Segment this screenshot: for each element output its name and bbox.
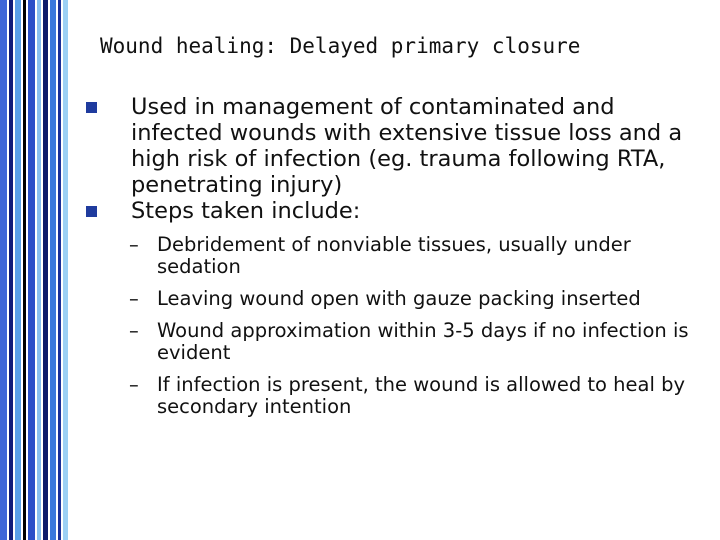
stripe-decoration	[58, 0, 61, 540]
decorative-stripe-bar	[0, 0, 72, 540]
sub-bullet-text: If infection is present, the wound is allowed to heal by secondary intention	[157, 373, 686, 418]
sub-bullet-item	[129, 374, 706, 418]
stripe-decoration	[50, 0, 56, 540]
stripe-decoration	[9, 0, 13, 540]
stripe-decoration	[23, 0, 26, 540]
square-bullet-icon	[86, 206, 97, 217]
sub-bullet-item	[129, 288, 706, 310]
sub-bullet-item	[129, 320, 706, 364]
stripe-decoration	[43, 0, 48, 540]
sub-bullet-text: Debridement of nonviable tissues, usually under sedation	[157, 233, 631, 278]
bullet-text: Used in management of contaminated and infected wounds with extensive tissue loss and a high risk of infection (eg. trauma following RTA, penetrating injury)	[131, 94, 683, 198]
slide-body	[86, 94, 706, 428]
sub-bullet-text: Leaving wound open with gauze packing inserted	[157, 287, 641, 310]
stripe-decoration	[37, 0, 41, 540]
stripe-decoration	[28, 0, 35, 540]
dash-bullet-icon: –	[129, 319, 139, 342]
sub-bullet-list	[86, 234, 706, 418]
dash-bullet-icon: –	[129, 233, 139, 256]
bullet-item	[86, 94, 706, 198]
dash-bullet-icon: –	[129, 373, 139, 396]
stripe-decoration	[15, 0, 21, 540]
dash-bullet-icon: –	[129, 287, 139, 310]
slide-title: Wound healing: Delayed primary closure	[100, 34, 581, 58]
stripe-decoration	[0, 0, 7, 540]
sub-bullet-text: Wound approximation within 3-5 days if no infection is evident	[157, 319, 689, 364]
square-bullet-icon	[86, 102, 97, 113]
sub-bullet-item	[129, 234, 706, 278]
bullet-item	[86, 198, 706, 224]
bullet-text: Steps taken include:	[131, 198, 361, 224]
stripe-decoration	[63, 0, 68, 540]
